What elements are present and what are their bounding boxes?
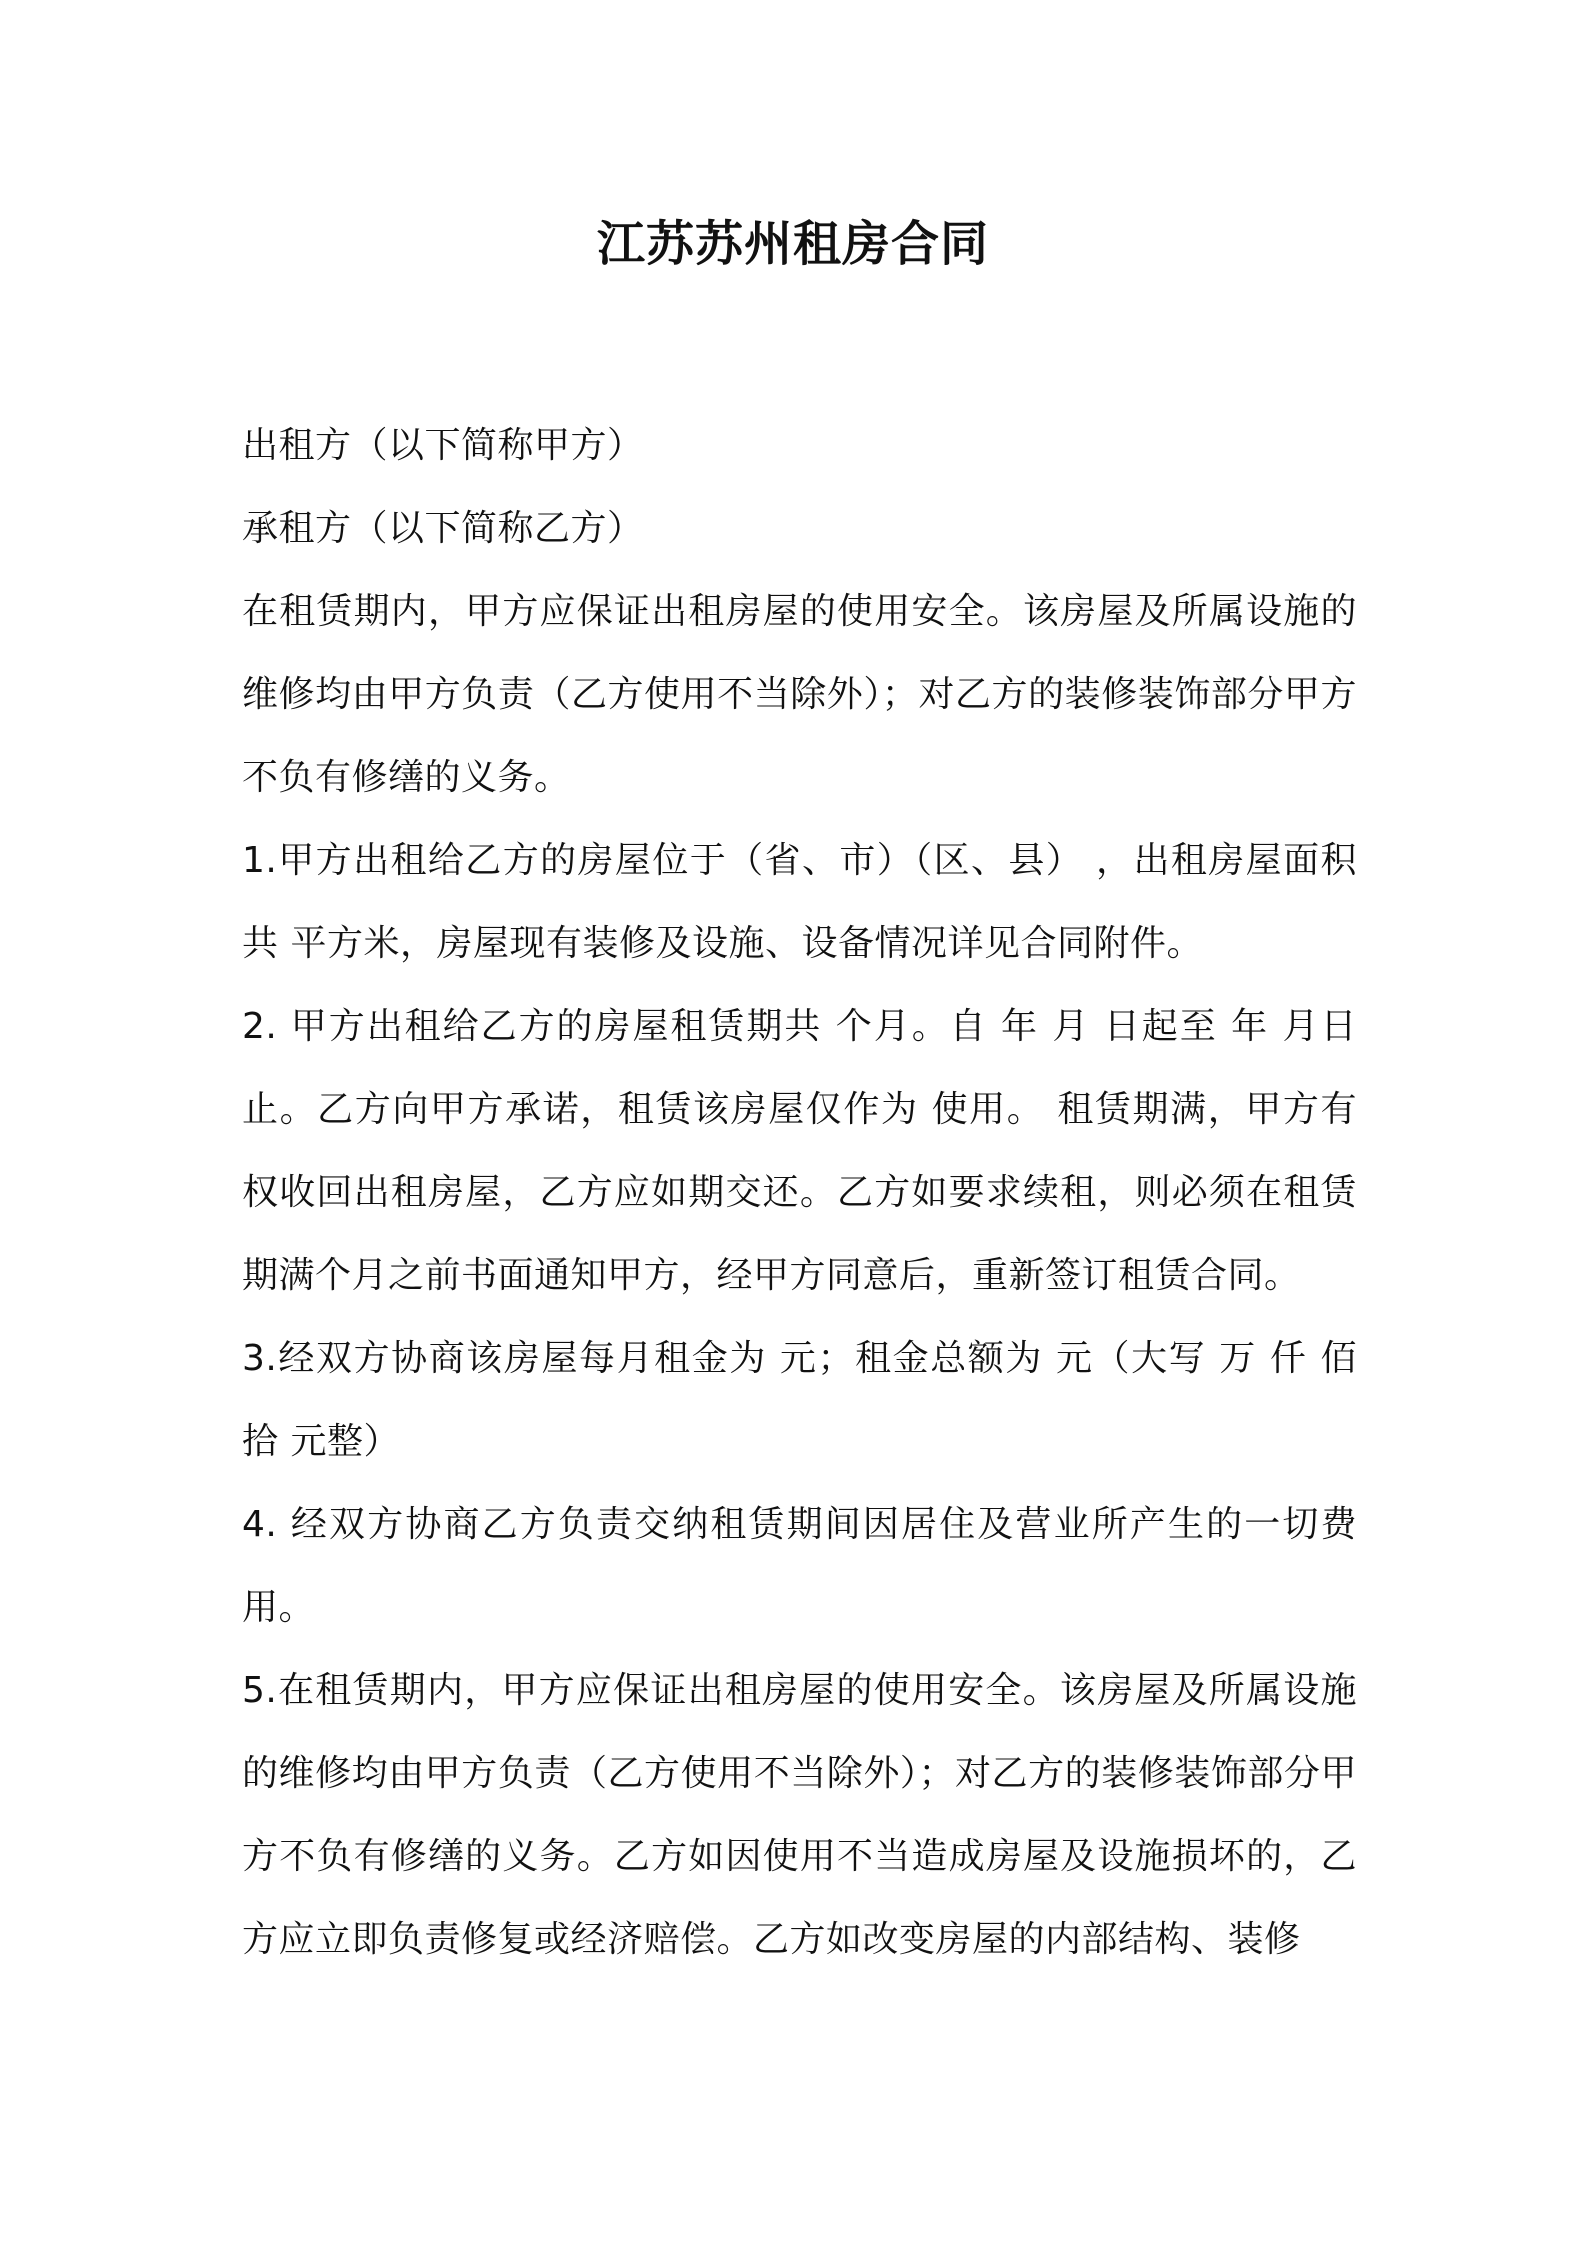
lessor-line: 出租方（以下简称甲方）	[242, 425, 644, 466]
clause-3: 3.经双方协商该房屋每月租金为 元；租金总额为 元（大写 万 仟 佰拾 元整）	[242, 1338, 1357, 1462]
lessee-line: 承租方（以下简称乙方）	[242, 508, 644, 549]
document-body	[242, 404, 1357, 1981]
clause-1: 1.甲方出租给乙方的房屋位于（省、市）（区、县） ，出租房屋面积共 平方米，房屋现有装修及设施、设备情况详见合同附件。	[242, 840, 1357, 964]
intro-paragraph: 在租赁期内，甲方应保证出租房屋的使用安全。该房屋及所属设施的维修均由甲方负责（乙方使用不当除外）；对乙方的装修装饰部分甲方不负有修缮的义务。	[242, 591, 1357, 798]
clause-2: 2. 甲方出租给乙方的房屋租赁期共 个月。自 年 月 日起至 年 月日止。乙方向甲方承诺，租赁该房屋仅作为 使用。 租赁期满，甲方有权收回出租房屋，乙方应如期交还。乙方如要求续租，则必须在租赁期满个月之前书面通知甲方，经甲方同意后，重新签订租赁合同。	[242, 1006, 1357, 1296]
clause-4: 4. 经双方协商乙方负责交纳租赁期间因居住及营业所产生的一切费用。	[242, 1504, 1357, 1628]
document-title: 江苏苏州租房合同	[596, 216, 989, 272]
clause-5: 5.在租赁期内，甲方应保证出租房屋的使用安全。该房屋及所属设施的维修均由甲方负责（乙方使用不当除外）；对乙方的装修装饰部分甲方不负有修缮的义务。乙方如因使用不当造成房屋及设施损坏的，乙方应立即负责修复或经济赔偿。乙方如改变房屋的内部结构、装修	[242, 1670, 1357, 1960]
